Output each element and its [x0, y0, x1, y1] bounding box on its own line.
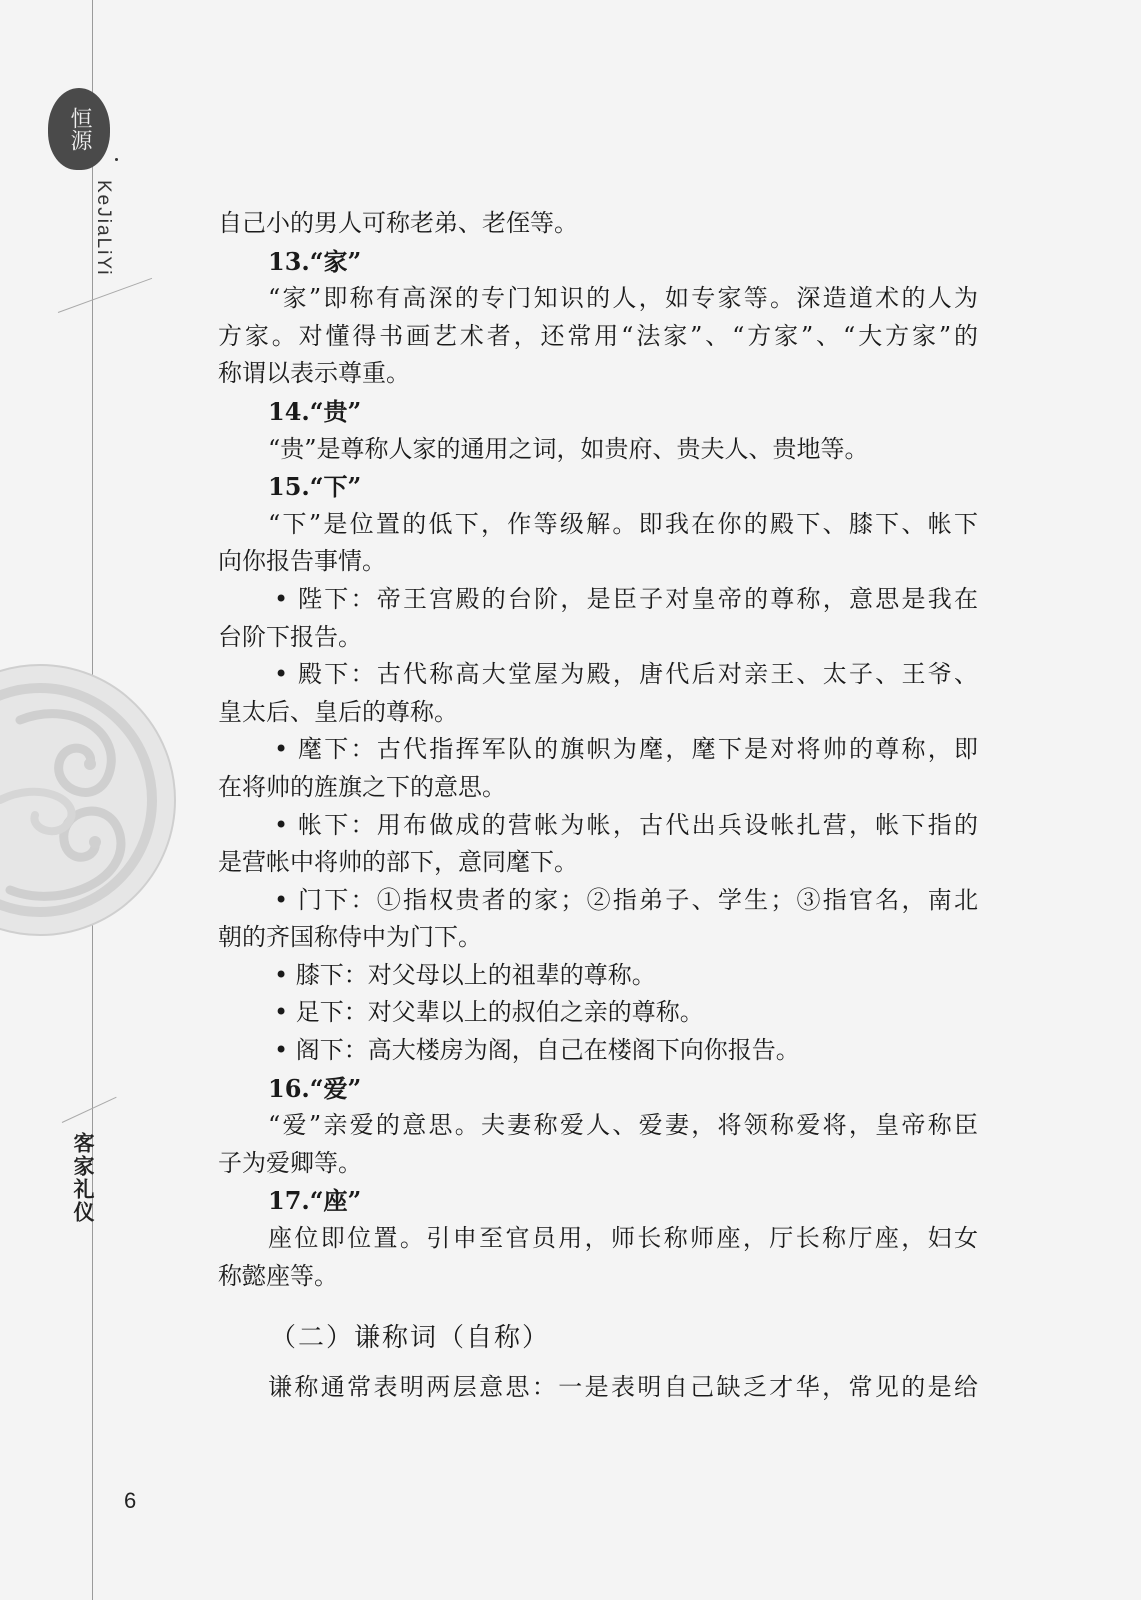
- paragraph-line: 称懿座等。: [218, 1261, 338, 1290]
- paragraph-line: 自己小的男人可称老弟、老侄等。: [218, 209, 578, 237]
- series-title: KeJiaLiYi: [93, 180, 114, 277]
- seal-logo: 恒源: [48, 88, 110, 170]
- bullet-item-continuation: 是营帐中将帅的部下，意同麾下。: [218, 848, 578, 877]
- decorative-diagonal-line: [58, 278, 152, 313]
- paragraph-line: 谦称通常表明两层意思：一是表明自己缺乏才华，常见的是给: [268, 1373, 978, 1402]
- bullet-item-continuation: 台阶下报告。: [218, 622, 362, 651]
- bullet-item-continuation: 朝的齐国称侍中为门下。: [218, 923, 482, 952]
- body-text: [218, 205, 978, 1407]
- paragraph-line: “家”即称有高深的专门知识的人，如专家等。深造道术的人为: [268, 284, 978, 313]
- paragraph-line: 座位即位置。引申至官员用，师长称师座，厅长称厅座，妇女: [268, 1224, 978, 1253]
- bullet-item: • 阁下：高大楼房为阁，自己在楼阁下向你报告。: [274, 1036, 800, 1065]
- bullet-item-continuation: 皇太后、皇后的尊称。: [218, 697, 458, 726]
- decorative-dot: [115, 158, 118, 161]
- bullet-item: • 陛下：帝王宫殿的台阶，是臣子对皇帝的尊称，意思是我在: [274, 584, 978, 613]
- paragraph-line: “下”是位置的低下，作等级解。即我在你的殿下、膝下、帐下: [268, 509, 978, 538]
- paragraph-line: 子为爱卿等。: [218, 1148, 362, 1177]
- paragraph-line: 向你报告事情。: [218, 547, 386, 576]
- bullet-item: • 足下：对父辈以上的叔伯之亲的尊称。: [274, 998, 704, 1027]
- paragraph-line: “贵”是尊称人家的通用之词，如贵府、贵夫人、贵地等。: [268, 434, 869, 463]
- decorative-diagonal-line: [62, 1097, 117, 1123]
- item-heading: 16.“爱”: [268, 1073, 362, 1103]
- bullet-item: • 帐下：用布做成的营帐为帐，古代出兵设帐扎营，帐下指的: [274, 810, 978, 839]
- item-heading: 15.“下”: [268, 472, 362, 502]
- item-heading: 13.“家”: [268, 246, 362, 276]
- paragraph-line: 方家。对懂得书画艺术者，还常用“法家”、“方家”、“大方家”的: [218, 321, 978, 350]
- bullet-item: • 门下：①指权贵者的家；②指弟子、学生；③指官名，南北: [274, 885, 978, 914]
- cloud-pattern-ornament: [0, 660, 190, 940]
- item-heading: 14.“贵”: [268, 396, 362, 426]
- item-heading: 17.“座”: [268, 1186, 362, 1216]
- page-number: 6: [124, 1488, 137, 1513]
- book-side-title: 客家礼仪: [71, 1132, 95, 1224]
- bullet-item: • 麾下：古代指挥军队的旗帜为麾，麾下是对将帅的尊称，即: [274, 735, 978, 764]
- paragraph-line: 称谓以表示尊重。: [218, 359, 410, 388]
- section-heading: （二）谦称词（自称）: [270, 1323, 551, 1354]
- paragraph-line: “爱”亲爱的意思。夫妻称爱人、爱妻，将领称爱将，皇帝称臣: [268, 1111, 978, 1140]
- bullet-item: • 殿下：古代称高大堂屋为殿，唐代后对亲王、太子、王爷、: [274, 660, 978, 689]
- bullet-item: • 膝下：对父母以上的祖辈的尊称。: [274, 960, 656, 989]
- bullet-item-continuation: 在将帅的旌旗之下的意思。: [218, 772, 506, 801]
